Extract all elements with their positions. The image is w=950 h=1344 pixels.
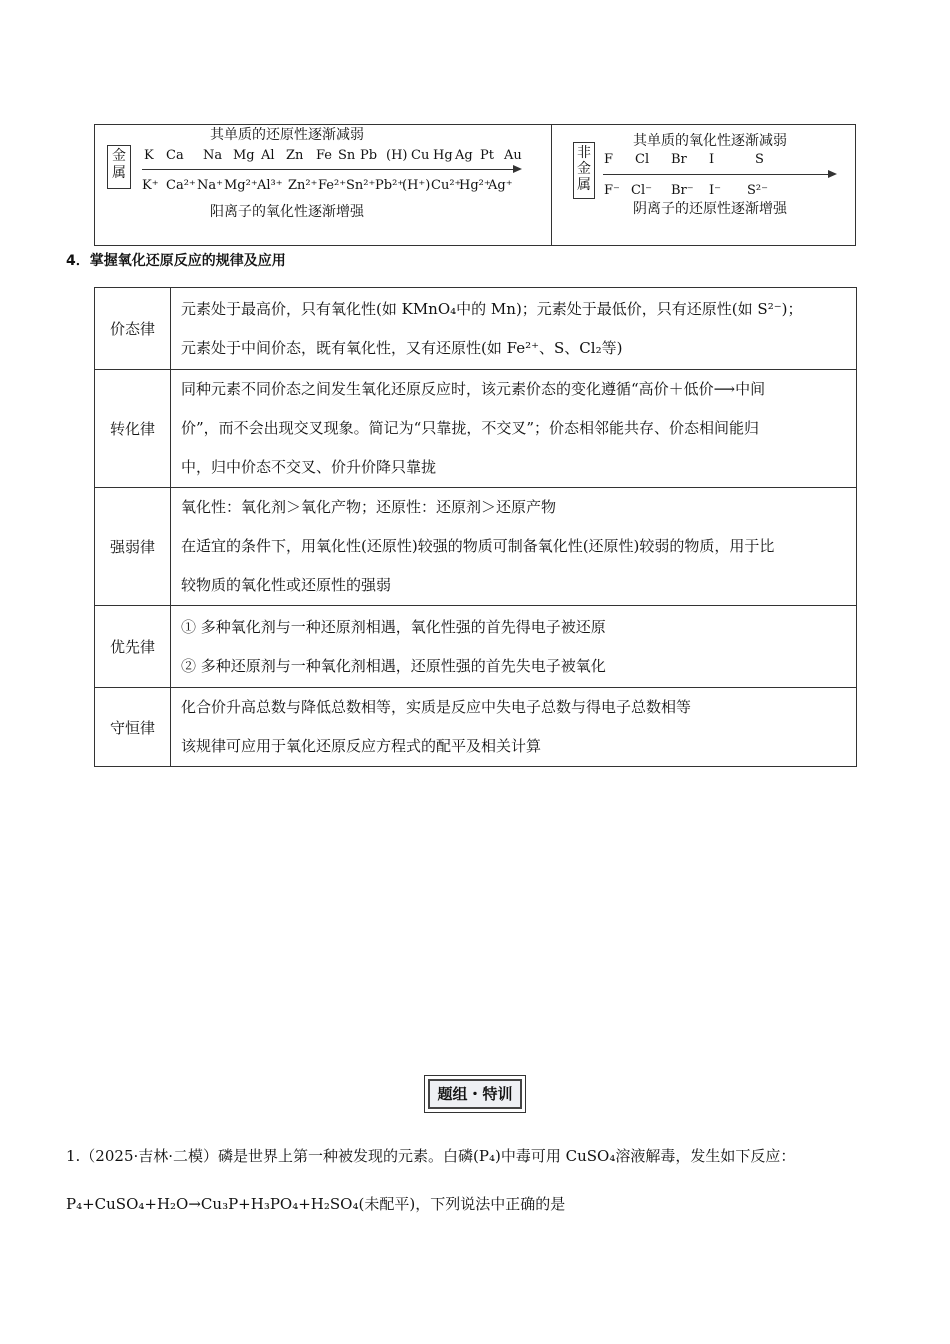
metal-element: Cu [411, 148, 430, 163]
nonmetal-top-caption: 其单质的氧化性逐渐减弱 [633, 133, 787, 149]
metal-ion: Ca²⁺ [166, 178, 196, 193]
question-line-1: 1.（2025·吉林·二模）磷是世界上第一种被发现的元素。白磷(P₄)中毒可用 CuSO₄溶液解毒，发生如下反应： [66, 1147, 796, 1165]
rule-description [171, 370, 857, 488]
nonmetal-label: 非金属 [577, 145, 591, 193]
nonmetal-element: S [755, 152, 764, 167]
figure-divider [551, 124, 552, 246]
nonmetal-element: I [709, 152, 715, 167]
metal-element: Fe [316, 148, 333, 163]
nonmetal-ion: Br⁻ [671, 183, 694, 198]
metal-ion: Na⁺ [197, 178, 223, 193]
nonmetal-ion: Cl⁻ [631, 183, 652, 198]
rule-line: 化合价升高总数与降低总数相等，实质是反应中失电子总数与得电子总数相等 [181, 698, 692, 716]
table-row [95, 606, 857, 688]
metal-ion: Al³⁺ [257, 178, 283, 193]
rule-name: 守恒律 [95, 688, 171, 767]
rule-line: ① 多种氧化剂与一种还原剂相遇，氧化性强的首先得电子被还原 [181, 617, 606, 636]
table-row [95, 370, 857, 488]
metal-element: Zn [286, 148, 304, 163]
metal-element: K [144, 148, 154, 163]
metal-ion: Ag⁺ [488, 178, 513, 193]
metal-bottom-caption: 阳离子的氧化性逐渐增强 [210, 204, 364, 220]
rule-line: 元素处于最高价，只有氧化性(如 KMnO₄中的 Mn)；元素处于最低价，只有还原性(如 S²⁻)； [181, 299, 803, 318]
section-title: 题组・特训 [428, 1079, 522, 1109]
metal-ion: Mg²⁺ [224, 178, 258, 193]
rule-description [171, 688, 857, 767]
rule-line: ② 多种还原剂与一种氧化剂相遇，还原性强的首先失电子被氧化 [181, 656, 606, 675]
nonmetal-element: Br [671, 152, 687, 167]
metal-label-box [107, 145, 131, 189]
metal-element: Na [203, 148, 223, 163]
nonmetal-arrow-head [828, 170, 837, 178]
metal-element: Au [504, 148, 522, 163]
metal-arrow-head [513, 165, 522, 173]
metal-ion: K⁺ [142, 178, 159, 193]
nonmetal-element: Cl [635, 152, 650, 167]
nonmetal-label-box [573, 142, 595, 199]
metal-element: Pt [480, 148, 494, 163]
nonmetal-bottom-caption: 阴离子的还原性逐渐增强 [633, 201, 787, 217]
metal-element: Al [261, 148, 275, 163]
rule-name: 优先律 [95, 606, 171, 688]
rule-description [171, 288, 857, 370]
rule-line: 在适宜的条件下，用氧化性(还原性)较强的物质可制备氧化性(还原性)较弱的物质，用于比 [181, 537, 775, 555]
rule-line: 价”，而不会出现交叉现象。简记为“只靠拢，不交叉”；价态相邻能共存、价态相间能归 [181, 419, 760, 437]
metal-ion: Hg²⁺ [459, 178, 491, 193]
table-row [95, 288, 857, 370]
metal-top-caption: 其单质的还原性逐渐减弱 [210, 127, 364, 143]
metal-ion: Sn²⁺ [346, 178, 376, 193]
nonmetal-ion: I⁻ [709, 183, 721, 198]
rule-line: 同种元素不同价态之间发生氧化还原反应时，该元素价态的变化遵循“高价＋低价⟶中间 [181, 380, 766, 398]
metal-arrow-line [142, 169, 514, 170]
rule-line: 较物质的氧化性或还原性的强弱 [181, 576, 392, 594]
section-title-box [424, 1075, 526, 1113]
rule-line: 该规律可应用于氧化还原反应方程式的配平及相关计算 [181, 737, 542, 755]
rule-line: 氧化性：氧化剂＞氧化产物；还原性：还原剂＞还原产物 [181, 498, 557, 516]
metal-element: (H) [386, 148, 408, 163]
metal-ion: Fe²⁺ [318, 178, 347, 193]
nonmetal-arrow-line [603, 174, 829, 175]
rule-name: 强弱律 [95, 488, 171, 606]
rule-line: 中，归中价态不交叉、价升价降只靠拢 [181, 458, 437, 476]
metal-ion: Cu²⁺ [431, 178, 462, 193]
table-row [95, 488, 857, 606]
metal-ion: (H⁺) [402, 178, 431, 193]
table-row [95, 688, 857, 767]
section-heading: 4．掌握氧化还原反应的规律及应用 [66, 253, 286, 269]
rule-name: 价态律 [95, 288, 171, 370]
metal-label: 金属 [112, 148, 126, 181]
metal-element: Hg [433, 148, 453, 163]
question-line-2: P₄+CuSO₄+H₂O→Cu₃P+H₃PO₄+H₂SO₄(未配平)，下列说法中正确的是 [66, 1195, 566, 1213]
metal-element: Pb [360, 148, 378, 163]
metal-element: Sn [338, 148, 356, 163]
rules-table [94, 287, 857, 767]
rule-description [171, 488, 857, 606]
metal-element: Mg [233, 148, 255, 163]
nonmetal-ion: S²⁻ [747, 183, 768, 198]
metal-ion: Pb²⁺ [375, 178, 405, 193]
metal-element: Ag [455, 148, 473, 163]
rule-name: 转化律 [95, 370, 171, 488]
rule-description [171, 606, 857, 688]
metal-element: Ca [166, 148, 184, 163]
metal-ion: Zn²⁺ [288, 178, 318, 193]
nonmetal-ion: F⁻ [604, 183, 620, 198]
rule-line: 元素处于中间价态，既有氧化性，又有还原性(如 Fe²⁺、S、Cl₂等) [181, 338, 623, 357]
nonmetal-element: F [604, 152, 614, 167]
